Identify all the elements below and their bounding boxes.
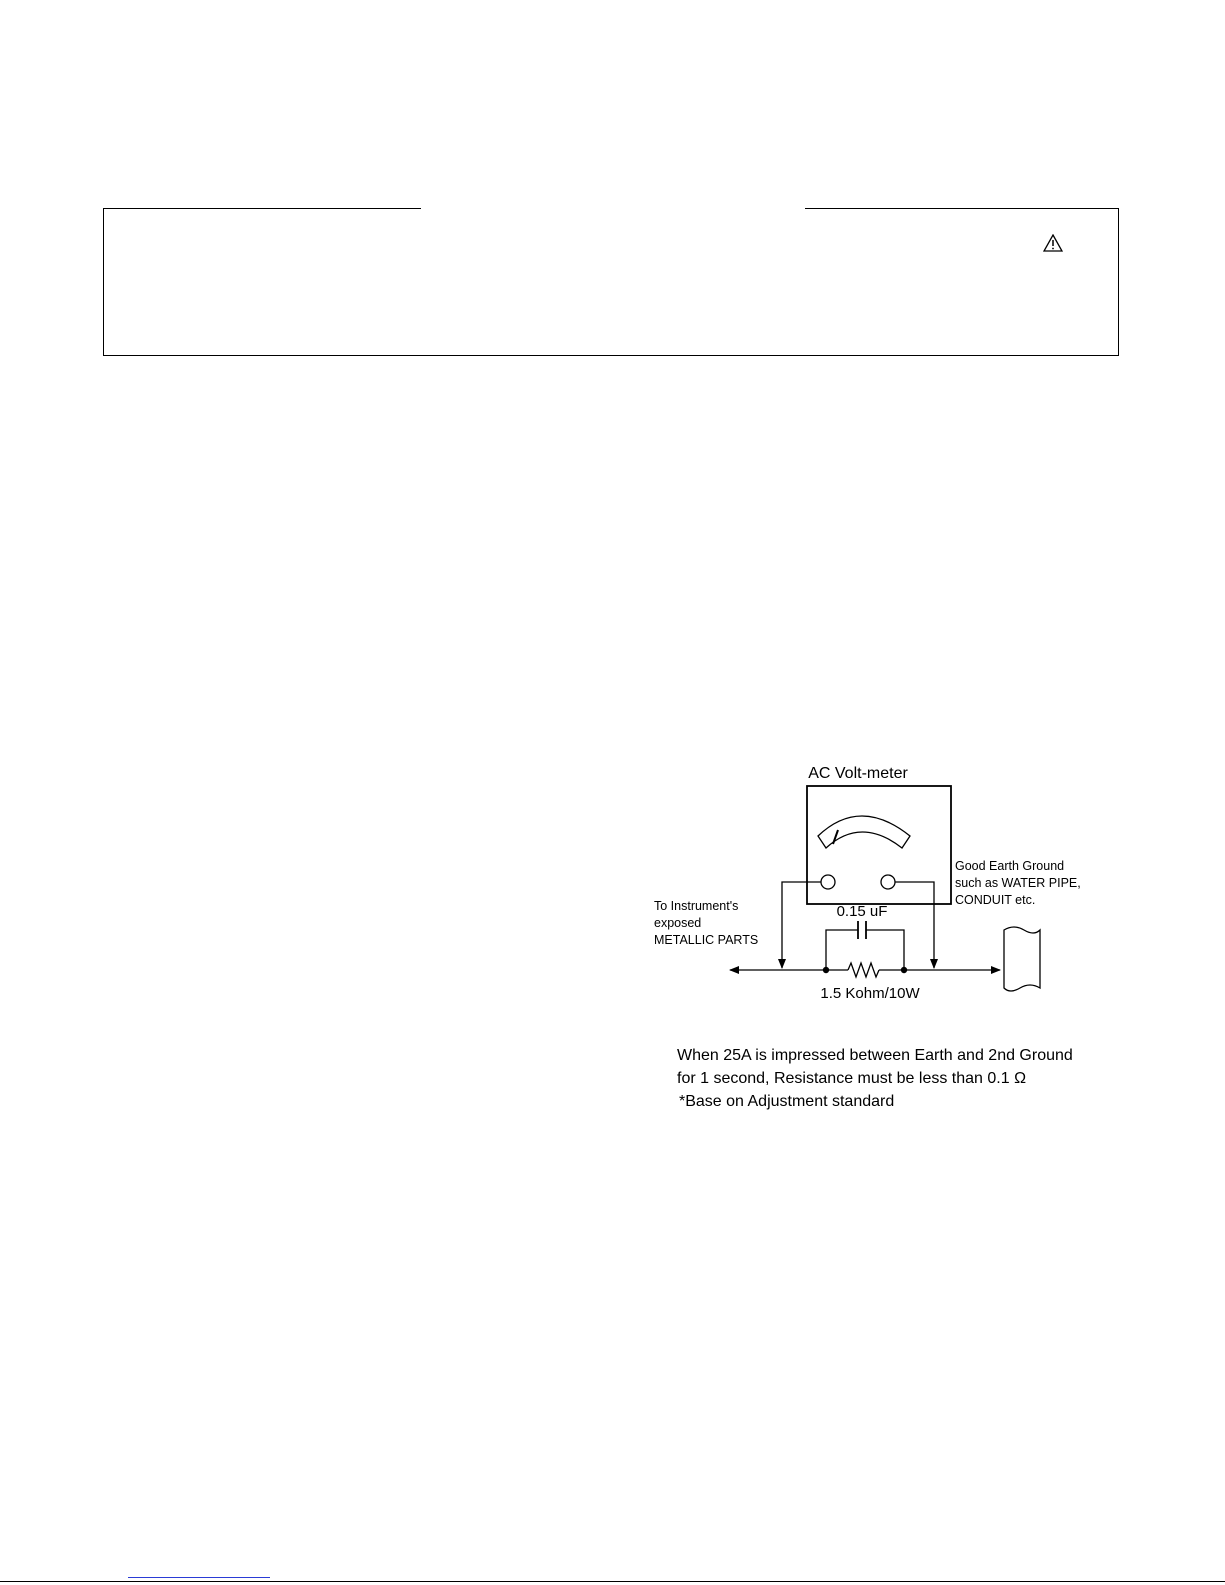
note-line-2: for 1 second, Resistance must be less than 0.1 Ω [677,1070,1027,1087]
resistor-label: 1.5 Kohm/10W [820,985,920,1002]
resistor-zigzag [848,963,879,977]
left-label-line-3: METALLIC PARTS [654,933,759,947]
left-label [654,899,758,947]
notice-box-top-border-right [805,208,1119,209]
junction-dot-right [901,967,907,973]
left-label-line-1: To Instrument's [654,899,739,913]
note-line-3: *Base on Adjustment standard [679,1093,895,1110]
right-label-line-3: CONDUIT etc. [955,893,1036,907]
notice-box-top-border-left [103,208,421,209]
right-label [955,859,1084,907]
footer-rule [0,1581,1225,1582]
notice-box [103,208,1119,356]
left-label-line-2: exposed [654,916,702,930]
right-label-line-2: such as WATER PIPE, [955,876,1081,890]
leakage-test-diagram [640,760,1110,1120]
warning-triangle-icon [1043,234,1063,252]
footer-link-underline[interactable] [128,1577,270,1578]
water-pipe-icon [1004,927,1040,991]
capacitor-label: 0.15 uF [836,903,888,920]
capacitor-branch [826,930,858,970]
right-label-line-1: Good Earth Ground [955,859,1065,873]
meter-label: AC Volt-meter [808,765,908,782]
note-line-1: When 25A is impressed between Earth and 2nd Ground [677,1047,1073,1064]
meter-terminal-left [821,875,835,889]
junction-dot-left [823,967,829,973]
meter-terminal-right [881,875,895,889]
